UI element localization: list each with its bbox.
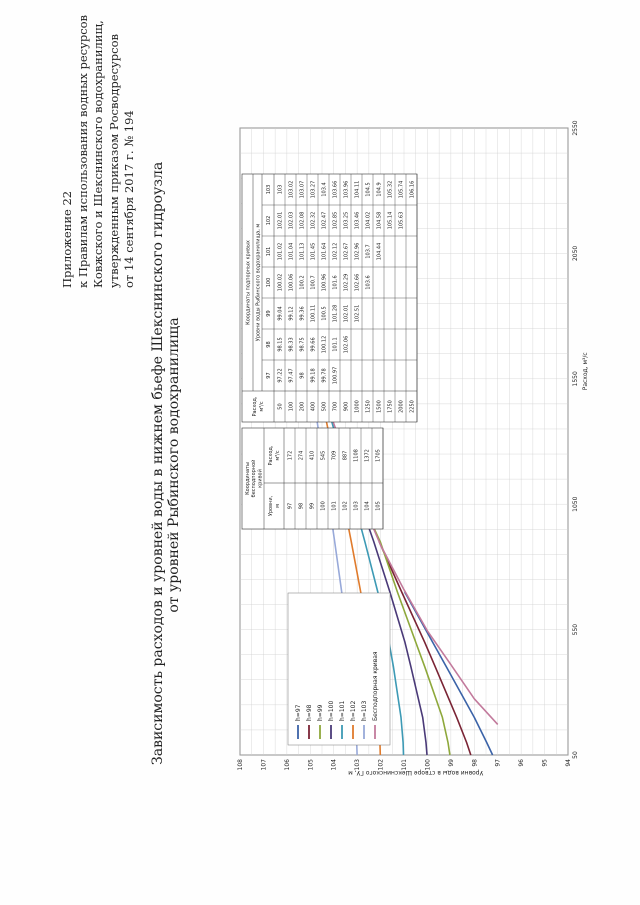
table-backwater <box>242 174 417 422</box>
y-tick-label: 96 <box>518 759 526 767</box>
table-cell: 50 <box>277 403 284 410</box>
table-cell: 104.9 <box>376 182 383 197</box>
table-cell: 98 <box>298 502 305 510</box>
chart-title-line2: от уровней Рыбинского водохранилища <box>166 317 182 613</box>
table-cell: 102.47 <box>321 211 328 230</box>
table-cell: 104.5 <box>365 182 372 197</box>
y-axis-label: Уровни воды в створе Шекснинского ГУ, м <box>348 769 484 776</box>
table-cell: 100.11 <box>310 304 317 323</box>
table-title: Координаты <box>245 462 251 495</box>
table-cell: 103.46 <box>354 211 361 230</box>
y-tick-label: 97 <box>494 759 502 767</box>
table-cell: 98 <box>299 372 306 379</box>
y-tick-label: 106 <box>283 759 291 771</box>
table-cell: 101.64 <box>321 242 328 261</box>
table-free-flow <box>242 428 383 529</box>
table-level-header: 97 <box>266 372 272 379</box>
table-cell: 106.16 <box>409 180 416 199</box>
table-cell: 100.96 <box>321 273 328 292</box>
table-level-header: 101 <box>266 246 272 257</box>
table-cell: 97.22 <box>277 368 284 383</box>
table-cell: 100 <box>288 401 295 412</box>
table-cell: 103 <box>277 184 284 195</box>
header-line: утвержденным приказом Росводресурсов <box>106 33 121 288</box>
table-cell: 1108 <box>353 449 360 462</box>
x-tick-label: 2550 <box>572 120 579 136</box>
table-cell: 102.06 <box>343 335 350 354</box>
y-tick-label: 107 <box>260 759 268 771</box>
table-cell: 102.01 <box>277 211 284 230</box>
table-cell: 99.66 <box>310 337 317 352</box>
table-cell: 101.1 <box>332 337 339 352</box>
table-cell: 1500 <box>376 400 383 413</box>
table-cell: 102.08 <box>299 211 306 230</box>
y-tick-label: 99 <box>447 759 455 767</box>
table-cell: 500 <box>321 401 328 412</box>
table-cell: 100.2 <box>299 275 306 290</box>
table-cell: 545 <box>320 450 327 461</box>
table-cell: 101.6 <box>332 275 339 290</box>
table-cell: 700 <box>332 401 339 412</box>
legend-label: h=101 <box>339 700 346 721</box>
table-cell: 97 <box>287 502 294 510</box>
table-cell: 98.75 <box>299 337 306 352</box>
table-cell: 102.96 <box>354 242 361 261</box>
table-cell: 101.02 <box>277 242 284 261</box>
table-cell: 104.44 <box>376 242 383 261</box>
table-cell: 97.47 <box>288 368 295 383</box>
table-cell: 274 <box>298 450 305 461</box>
y-tick-label: 105 <box>307 759 315 771</box>
table-cell: 99.12 <box>288 306 295 321</box>
table-cell: 100.97 <box>332 366 339 385</box>
legend-label: h=102 <box>350 700 357 721</box>
x-axis-label: Расход, м³/с <box>582 352 589 391</box>
table-cell: 100.02 <box>277 273 284 292</box>
table-cell: 101.04 <box>288 242 295 261</box>
y-tick-label: 94 <box>565 759 572 767</box>
table-cell: 102.12 <box>332 242 339 261</box>
table-cell: 2250 <box>409 400 416 413</box>
table-cell: 105.32 <box>387 180 394 199</box>
table-cell: 99 <box>309 502 316 510</box>
y-tick-label: 104 <box>330 759 338 771</box>
table-cell: 172 <box>287 450 294 461</box>
header-line: к Правилам использования водных ресурсов <box>75 14 90 288</box>
table-cell: 1250 <box>365 400 372 413</box>
table-col-header: м³/с <box>259 401 265 412</box>
table-cell: 1372 <box>364 449 371 462</box>
table-cell: 102.66 <box>354 273 361 292</box>
table-cell: 101.28 <box>332 304 339 323</box>
table-title: кривой <box>257 469 264 488</box>
table-cell: 103.02 <box>288 180 295 199</box>
table-cell: 101.45 <box>310 242 317 261</box>
table-cell: 104 <box>364 501 371 511</box>
table-cell: 102 <box>342 501 349 511</box>
table-cell: 709 <box>331 450 338 461</box>
table-cell: 99.36 <box>299 306 306 321</box>
table-cell: 102.51 <box>354 304 361 323</box>
table-level-header: 103 <box>266 184 272 195</box>
table-cell: 103.66 <box>332 180 339 199</box>
table-cell: 104.11 <box>354 180 361 199</box>
header-line: от 14 сентября 2017 г. № 194 <box>122 110 136 288</box>
y-tick-label: 98 <box>471 759 479 767</box>
x-tick-label: 50 <box>572 751 579 759</box>
legend-label: h=98 <box>306 704 313 721</box>
table-cell: 410 <box>309 450 316 461</box>
chart-title-line1: Зависимость расходов и уровней воды в нижнем бьефе Шекснинского гидроузла <box>150 161 166 765</box>
table-cell: 103.6 <box>365 275 372 290</box>
table-cell: 102.03 <box>288 211 295 230</box>
table-cell: 104.02 <box>365 211 372 230</box>
y-tick-label: 102 <box>377 759 385 771</box>
table-cell: 100.7 <box>310 275 317 290</box>
table-col-header: м <box>275 504 281 508</box>
table-title: Координаты подпорных кривых <box>245 240 252 325</box>
table-level-header: 102 <box>266 215 272 226</box>
table-col-header: Расход, <box>268 445 274 466</box>
table-cell: 101 <box>331 501 338 511</box>
table-level-header: 100 <box>266 277 272 288</box>
y-tick-label: 108 <box>237 759 244 771</box>
legend-label: h=103 <box>361 700 368 721</box>
table-cell: 99.78 <box>321 368 328 383</box>
table-cell: 1750 <box>387 400 394 413</box>
table-col-header: Уровни, <box>268 495 274 517</box>
table-levels-header: Уровни воды Рыбинского водохранилища, м <box>255 223 262 342</box>
table-cell: 2000 <box>398 400 405 413</box>
table-cell: 102.32 <box>310 211 317 230</box>
table-cell: 103.96 <box>343 180 350 199</box>
x-tick-label: 550 <box>572 623 579 636</box>
table-cell: 103.27 <box>310 180 317 199</box>
table-cell: 1000 <box>354 400 361 413</box>
table-cell: 100.5 <box>321 306 328 321</box>
table-cell: 105 <box>375 501 382 511</box>
table-cell: 102.85 <box>332 211 339 230</box>
table-cell: 103.7 <box>365 244 372 259</box>
table-col-header: Расход, <box>252 396 258 417</box>
table-cell: 400 <box>310 401 317 412</box>
table-cell: 102.01 <box>343 304 350 323</box>
table-cell: 105.74 <box>398 180 405 199</box>
table-cell: 98.15 <box>277 337 284 352</box>
table-cell: 100.12 <box>321 335 328 354</box>
table-cell: 103.07 <box>299 180 306 199</box>
legend-label: h=97 <box>295 704 302 721</box>
table-cell: 104.58 <box>376 211 383 230</box>
header-line: Ковжского и Шекснинского водохранилищ, <box>91 20 105 288</box>
table-title: бесподпорной <box>251 459 258 498</box>
table-cell: 105.63 <box>398 211 405 230</box>
table-cell: 102.67 <box>343 242 350 261</box>
table-cell: 100 <box>320 501 327 511</box>
table-cell: 100.06 <box>288 273 295 292</box>
table-cell: 102.29 <box>343 273 350 292</box>
header-line: Приложение 22 <box>60 190 74 288</box>
legend-label: h=99 <box>317 704 324 721</box>
table-cell: 103.4 <box>321 182 328 197</box>
y-tick-label: 95 <box>541 759 549 767</box>
x-tick-label: 1550 <box>572 371 579 387</box>
table-level-header: 99 <box>266 310 272 317</box>
y-tick-label: 103 <box>354 759 362 771</box>
legend-label: Бесподпорная кривая <box>372 651 379 721</box>
table-cell: 105.14 <box>387 211 394 230</box>
table-cell: 99.04 <box>277 306 284 321</box>
legend-label: h=100 <box>328 700 335 721</box>
table-cell: 900 <box>343 401 350 412</box>
x-tick-label: 2050 <box>572 245 579 262</box>
x-tick-label: 1050 <box>572 496 579 512</box>
table-col-header: м³/с <box>275 450 281 461</box>
y-tick-label: 100 <box>424 759 432 771</box>
table-cell: 103.25 <box>343 211 350 230</box>
table-cell: 98.33 <box>288 337 295 352</box>
y-tick-label: 101 <box>401 759 408 771</box>
table-cell: 200 <box>299 401 306 412</box>
table-cell: 1705 <box>375 449 382 462</box>
table-cell: 887 <box>342 450 349 461</box>
table-level-header: 98 <box>266 341 272 348</box>
table-cell: 101.13 <box>299 242 306 261</box>
table-cell: 99.18 <box>310 368 317 383</box>
table-cell: 103 <box>353 501 360 511</box>
